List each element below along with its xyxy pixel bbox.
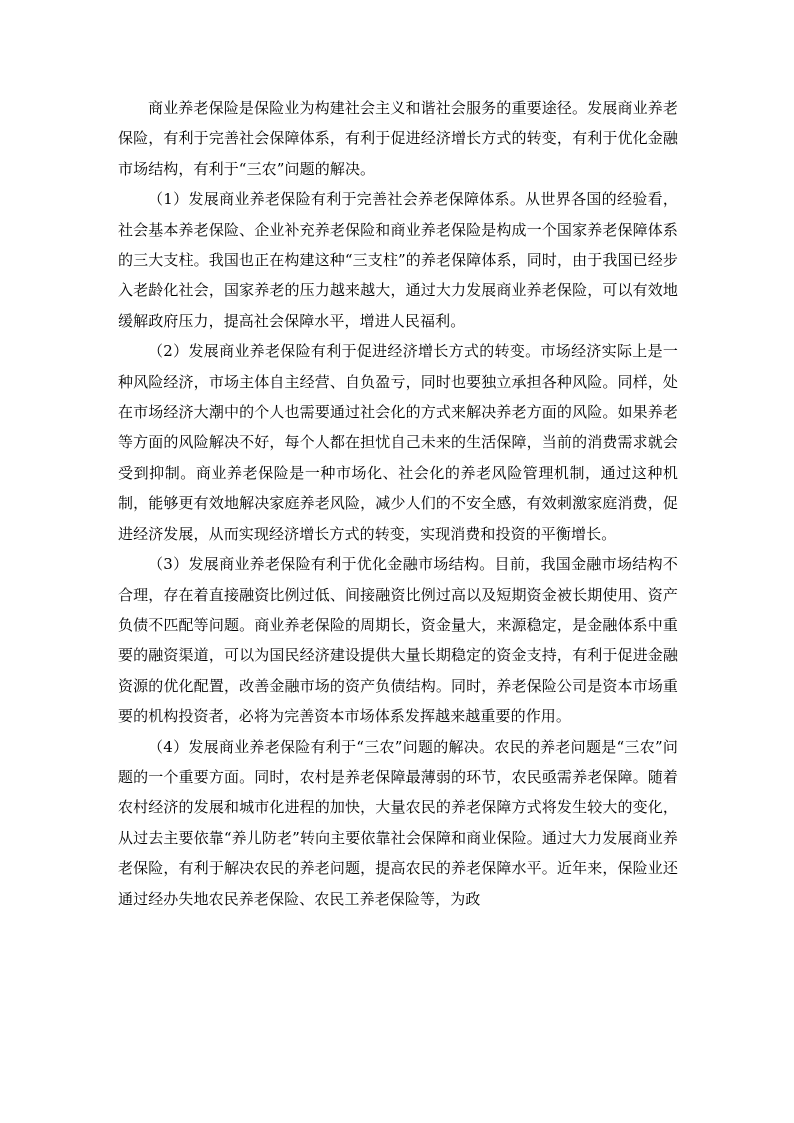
paragraph-point-1: （1）发展商业养老保险有利于完善社会养老保障体系。从世界各国的经验看，社会基本养老保险、企业补充养老保险和商业养老保险是构成一个国家养老保障体系的三大支柱。我国也正在构建这种“三支柱”的养老保障体系，同时，由于我国已经步入老龄化社会，国家养老的压力越来越大，通过大力发展商业养老保险，可以有效地缓解政府压力，提高社会保障水平，增进人民福利。: [118, 190, 678, 330]
document-page: [118, 93, 678, 914]
paragraph-point-2: （2）发展商业养老保险有利于促进经济增长方式的转变。市场经济实际上是一种风险经济，市场主体自主经营、自负盈亏，同时也要独立承担各种风险。同样，处在市场经济大潮中的个人也需要通过社会化的方式来解决养老方面的风险。如果养老等方面的风险解决不好，每个人都在担忧自己未来的生活保障，当前的消费需求就会受到抑制。商业养老保险是一种市场化、社会化的养老风险管理机制，通过这种机制，能够更有效地解决家庭养老风险，减少人们的不安全感，有效刺激家庭消费，促进经济发展，从而实现经济增长方式的转变，实现消费和投资的平衡增长。: [118, 342, 678, 543]
paragraph-intro: 商业养老保险是保险业为构建社会主义和谐社会服务的重要途径。发展商业养老保险，有利于完善社会保障体系，有利于促进经济增长方式的转变，有利于优化金融市场结构，有利于“三农”问题的解决。: [118, 99, 678, 178]
paragraph-point-4: （4）发展商业养老保险有利于“三农”问题的解决。农民的养老问题是“三农”问题的一个重要方面。同时，农村是养老保障最薄弱的环节，农民亟需养老保障。随着农村经济的发展和城市化进程的加快，大量农民的养老保障方式将发生较大的变化，从过去主要依靠“养儿防老”转向主要依靠社会保障和商业保险。通过大力发展商业养老保险，有利于解决农民的养老问题，提高农民的养老保障水平。近年来，保险业还通过经办失地农民养老保险、农民工养老保险等，为政: [118, 737, 678, 908]
paragraph-point-3: （3）发展商业养老保险有利于优化金融市场结构。目前，我国金融市场结构不合理，存在着直接融资比例过低、间接融资比例过高以及短期资金被长期使用、资产负债不匹配等问题。商业养老保险的周期长，资金量大，来源稳定，是金融体系中重要的融资渠道，可以为国民经济建设提供大量长期稳定的资金支持，有利于促进金融资源的优化配置，改善金融市场的资产负债结构。同时，养老保险公司是资本市场重要的机构投资者，必将为完善资本市场体系发挥越来越重要的作用。: [118, 555, 678, 726]
